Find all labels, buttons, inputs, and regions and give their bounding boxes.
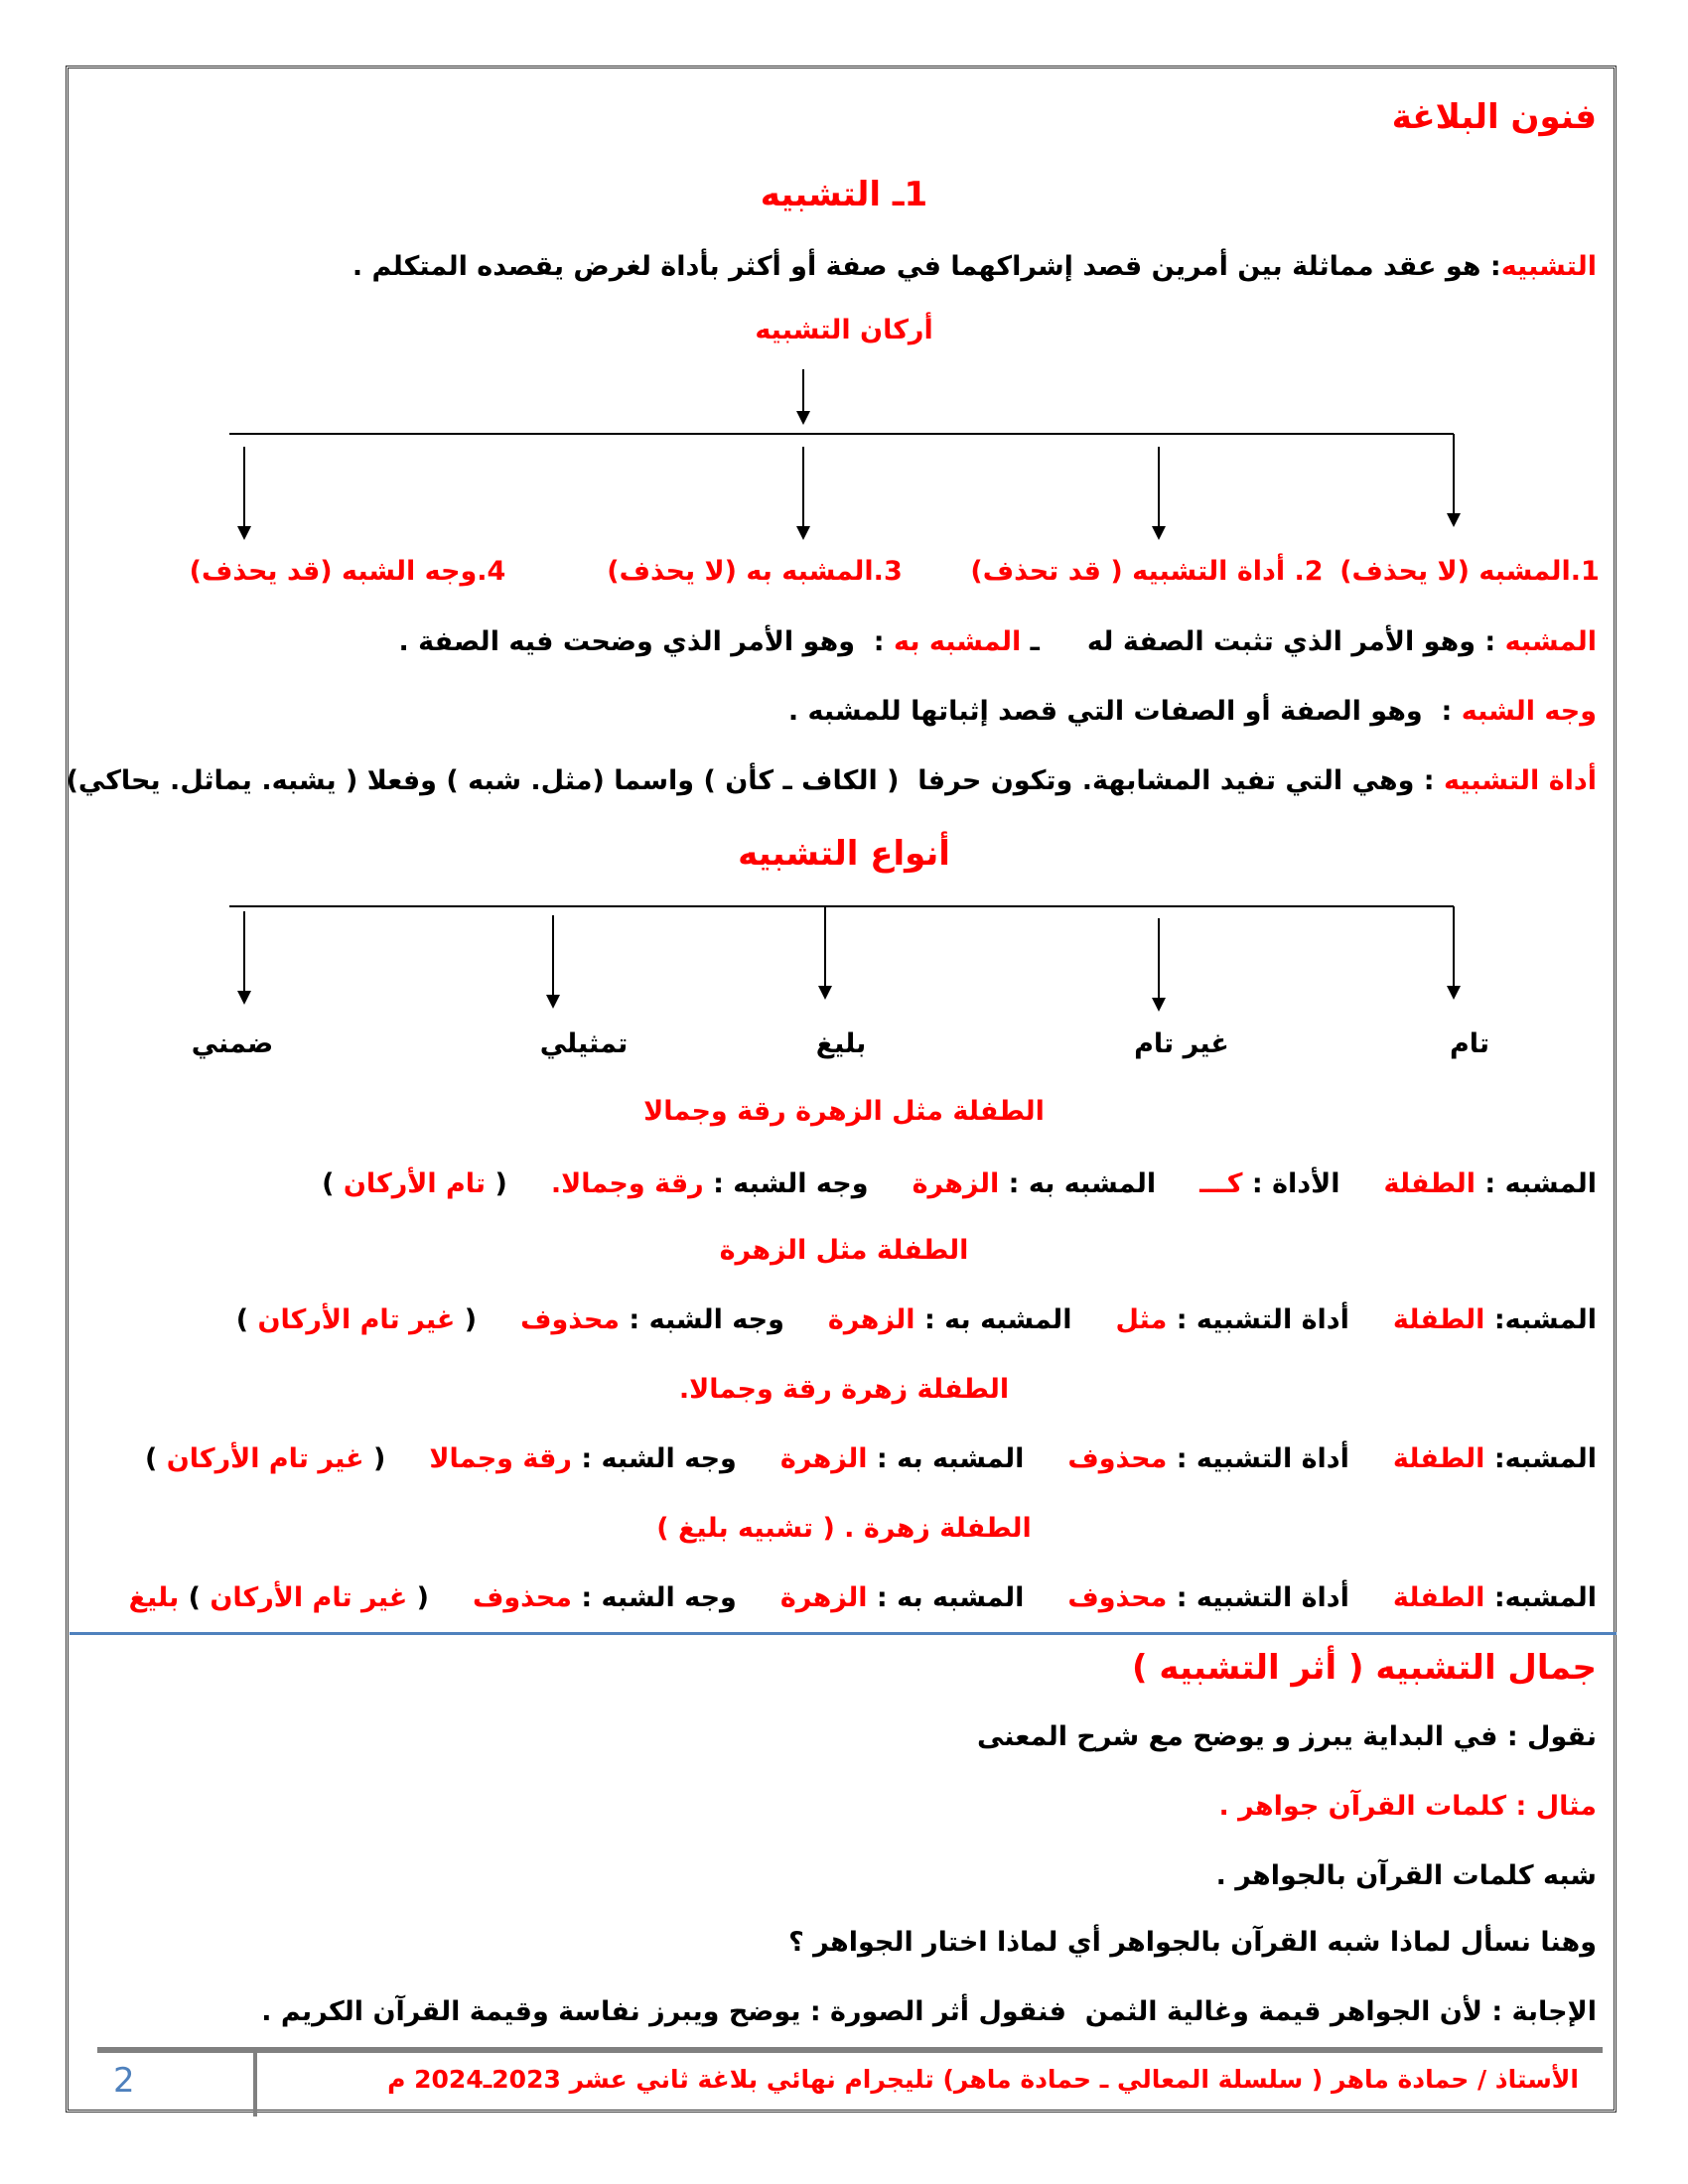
types-bar	[229, 905, 1454, 907]
body-text: أداة التشبيه :	[1167, 1582, 1349, 1613]
arrow-down-icon	[1447, 986, 1461, 1000]
type-incomplete: غير تام	[1134, 1028, 1229, 1059]
arrow-down-icon	[546, 995, 560, 1009]
highlight-text: بليغ	[128, 1582, 180, 1613]
body-text: (	[407, 1582, 430, 1613]
body-text: الإجابة : لأن الجواهر قيمة وغالية الثمن فنقول أثر الصورة : يوضح ويبرز نفاسة وقيمة القرآن الكريم .	[261, 1996, 1597, 2027]
segment-group	[720, 1231, 969, 1271]
segment-group	[551, 1164, 869, 1204]
body-text: المشبه به :	[867, 1443, 1025, 1474]
body-text: الأداة :	[1242, 1168, 1340, 1199]
highlight-text: محذوف	[1067, 1443, 1168, 1474]
body-text: وجه الشبه :	[703, 1168, 869, 1199]
body-text: وجه الشبه :	[571, 1582, 737, 1613]
arrow-down-icon	[1447, 513, 1461, 527]
body-text: المشبه به :	[999, 1168, 1157, 1199]
arrow-down-icon	[1152, 526, 1166, 540]
segment-group	[398, 622, 1039, 662]
types-branch	[824, 906, 826, 988]
segment-group	[828, 1300, 1072, 1340]
example-analysis-row	[145, 1439, 1597, 1479]
segment-group	[261, 1992, 1597, 2032]
text-line	[67, 761, 1597, 801]
types-branch	[552, 915, 554, 997]
segment-group	[788, 692, 1597, 732]
example-analysis-row	[236, 1300, 1597, 1340]
example-sentence	[0, 1231, 1688, 1271]
segment-group	[788, 1923, 1597, 1963]
example-sentence	[0, 1092, 1688, 1132]
segment-group	[129, 1578, 429, 1618]
diagram-stem	[802, 369, 804, 413]
highlight-text: مثال : كلمات القرآن جواهر .	[1218, 1791, 1597, 1822]
segment-group	[429, 1439, 736, 1479]
definition	[352, 247, 1597, 287]
segment-group	[1132, 1648, 1597, 1688]
arrow-down-icon	[796, 411, 810, 425]
section-heading: 1ـ التشبيه	[760, 175, 928, 214]
highlight-text: الطفلة مثل الزهرة	[719, 1235, 969, 1266]
highlight-text: غير تام الأركان	[210, 1582, 408, 1613]
text-line	[1216, 1856, 1597, 1896]
pillar-4: 4.وجه الشبه (قد يحذف)	[189, 556, 506, 587]
body-text: : وهي التي تفيد المشابهة. وتكون حرفا ( الكاف ـ كأن ) واسما (مثل. شبه ) وفعلا ( يشبه. يماثل. يحاكي)	[66, 765, 1444, 796]
segment-group	[236, 1300, 477, 1340]
highlight-text: المشبه به	[893, 626, 1022, 657]
segment-group	[679, 1370, 1009, 1410]
example-sentence	[0, 1509, 1688, 1549]
type-eloquent: بليغ	[815, 1028, 867, 1059]
definition-label: التشبيه	[1500, 251, 1597, 282]
body-text: المشبه:	[1484, 1443, 1597, 1474]
text-line	[977, 1717, 1597, 1757]
segment-group	[145, 1439, 385, 1479]
body-text: : وهو الصفة أو الصفات التي قصد إثباتها للمشبه .	[787, 696, 1462, 727]
types-branch	[1158, 918, 1160, 1000]
pillar-1: 1.المشبه (لا يحذف)	[1339, 556, 1600, 587]
segment-group	[1218, 1787, 1597, 1827]
segment-group	[1384, 1164, 1598, 1204]
body-text: ـ	[1021, 626, 1040, 657]
segment-group	[520, 1300, 784, 1340]
example-sentence	[0, 1370, 1688, 1410]
types-branch	[1453, 906, 1455, 988]
segment-group	[643, 1092, 1045, 1132]
body-text: المشبه:	[1484, 1304, 1597, 1335]
footer-text: الأستاذ / حمادة ماهر ( سلسلة المعالي ـ حمادة ماهر) تليجرام نهائي بلاغة ثاني عشر 2023ـ2024 م	[387, 2065, 1579, 2094]
body-text: : وهو الأمر الذي وضحت فيه الصفة .	[398, 626, 894, 657]
highlight-text: الطفلة	[1392, 1443, 1485, 1474]
segment-group	[67, 761, 1597, 801]
types-title: أنواع التشبيه	[738, 834, 950, 874]
example-analysis-row	[322, 1164, 1597, 1204]
highlight-text: الزهرة	[827, 1304, 915, 1335]
segment-group	[1393, 1578, 1597, 1618]
highlight-text: محذوف	[520, 1304, 621, 1335]
text-line	[261, 1992, 1597, 2032]
segment-group	[1393, 1300, 1597, 1340]
highlight-text: الطفلة زهرة . ( تشبيه بليغ )	[656, 1513, 1032, 1544]
diagram-bar	[229, 433, 1454, 435]
highlight-text: جمال التشبيه	[1363, 1648, 1597, 1688]
diagram-branch	[802, 447, 804, 526]
highlight-text: الزهرة	[779, 1582, 868, 1613]
highlight-text: غير تام الأركان	[257, 1304, 456, 1335]
body-text: (	[486, 1168, 507, 1199]
body-text: )	[144, 1443, 167, 1474]
pillars-title: أركان التشبيه	[755, 315, 933, 345]
body-text: المشبه:	[1484, 1582, 1597, 1613]
segment-group	[913, 1164, 1157, 1204]
body-text: : وهو الأمر الذي تثبت الصفة له	[1086, 626, 1505, 657]
highlight-text: الطفلة	[1392, 1582, 1485, 1613]
arrow-down-icon	[1152, 998, 1166, 1012]
segment-group	[473, 1578, 737, 1618]
footer-rule	[97, 2047, 1603, 2053]
page-title: فنون البلاغة	[1391, 97, 1597, 137]
highlight-text: الطفلة	[1392, 1304, 1485, 1335]
segment-group	[1115, 1300, 1348, 1340]
highlight-text: أداة التشبيه	[1443, 765, 1597, 796]
segment-group	[977, 1717, 1597, 1757]
segment-group	[322, 1164, 507, 1204]
segment-group	[780, 1439, 1025, 1479]
body-text: المشبه به :	[914, 1304, 1072, 1335]
footer-separator	[253, 2053, 257, 2116]
highlight-text: الطفلة مثل الزهرة رقة وجمالا	[643, 1096, 1045, 1127]
body-text: (	[363, 1443, 386, 1474]
example-analysis-row	[129, 1578, 1597, 1618]
highlight-text: غير تام الأركان	[166, 1443, 364, 1474]
highlight-text: الزهرة	[912, 1168, 1000, 1199]
body-text: وهنا نسأل لماذا شبه القرآن بالجواهر أي لماذا اختار الجواهر ؟	[788, 1927, 1597, 1958]
highlight-text: محذوف	[473, 1582, 572, 1613]
highlight-text: محذوف	[1067, 1582, 1168, 1613]
highlight-text: وجه الشبه	[1461, 696, 1597, 727]
highlight-text: رقة وجمالا	[429, 1443, 572, 1474]
text-line	[1132, 1648, 1597, 1688]
segment-group	[1199, 1164, 1339, 1204]
segment-group	[656, 1509, 1032, 1549]
arrow-down-icon	[796, 526, 810, 540]
text-line	[788, 1923, 1597, 1963]
body-text: شبه كلمات القرآن بالجواهر .	[1215, 1860, 1597, 1891]
type-representational: تمثيلي	[539, 1028, 629, 1059]
body-text: وجه الشبه :	[620, 1304, 784, 1335]
highlight-text: الزهرة	[779, 1443, 868, 1474]
highlight-text: كـــ	[1199, 1168, 1243, 1199]
highlight-text: رقة وجمالا.	[550, 1168, 704, 1199]
segment-group	[1067, 1439, 1349, 1479]
body-text: )	[322, 1168, 344, 1199]
type-complete: تام	[1449, 1028, 1490, 1059]
diagram-branch	[1453, 434, 1455, 513]
definition-text: : هو عقد مماثلة بين أمرين قصد إشراكهما في صفة أو أكثر بأداة لغرض يقصده المتكلم .	[352, 251, 1501, 282]
body-text: أداة التشبيه :	[1167, 1443, 1349, 1474]
body-text: المشبه به :	[867, 1582, 1025, 1613]
section-divider	[70, 1632, 1617, 1635]
text-line	[788, 692, 1597, 732]
highlight-text: الطفلة	[1383, 1168, 1477, 1199]
highlight-text: الطفلة زهرة رقة وجمالا.	[678, 1374, 1010, 1405]
arrow-down-icon	[818, 986, 832, 1000]
highlight-text: المشبه	[1504, 626, 1597, 657]
type-implicit: ضمني	[191, 1028, 274, 1059]
segment-group	[780, 1578, 1025, 1618]
body-text: نقول : في البداية يبرز و يوضح مع شرح المعنى	[976, 1721, 1597, 1752]
highlight-text: مثل	[1115, 1304, 1168, 1335]
body-text: )	[235, 1304, 258, 1335]
segment-group	[1216, 1856, 1597, 1896]
diagram-branch	[243, 447, 245, 526]
body-text: (	[455, 1304, 478, 1335]
segment-group	[1393, 1439, 1597, 1479]
highlight-text: تام الأركان	[343, 1168, 487, 1199]
page-number: 2	[113, 2061, 135, 2101]
text-line	[1218, 1787, 1597, 1827]
pillar-2: 2. أداة التشبيه ( قد تحذف)	[970, 556, 1324, 587]
diagram-branch	[1158, 447, 1160, 526]
pillar-3: 3.المشبه به (لا يحذف)	[607, 556, 903, 587]
segment-group	[1067, 1578, 1349, 1618]
body-text: وجه الشبه :	[571, 1443, 737, 1474]
arrow-down-icon	[237, 991, 251, 1005]
arrow-down-icon	[237, 526, 251, 540]
body-text: )	[179, 1582, 211, 1613]
body-text: أداة التشبيه :	[1167, 1304, 1349, 1335]
types-branch	[243, 911, 245, 993]
text-line	[398, 622, 1597, 662]
highlight-text: ( أثر التشبيه )	[1132, 1648, 1364, 1688]
body-text: المشبه :	[1476, 1168, 1597, 1199]
segment-group	[1087, 622, 1597, 662]
